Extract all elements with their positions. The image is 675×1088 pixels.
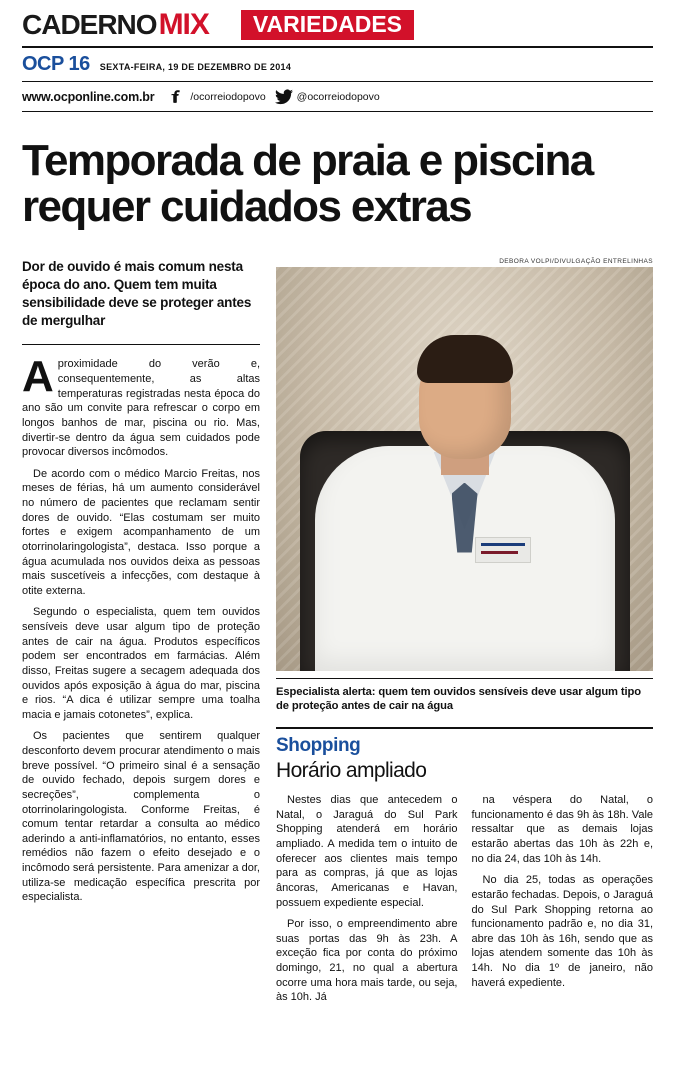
page-info-row — [22, 48, 653, 76]
dateline: SEXTA-FEIRA, 19 DE DEZEMBRO DE 2014 — [99, 62, 292, 72]
logo-caderno-text: CADERNO — [22, 9, 157, 40]
article-photo — [276, 267, 653, 671]
photo-credit: DEBORA VOLPI/DIVULGAÇÃO ENTRELINHAS — [499, 257, 653, 265]
facebook-link[interactable] — [169, 88, 265, 105]
shopping-column-2 — [472, 793, 654, 1012]
article-body — [22, 352, 260, 905]
facebook-handle: /ocorreiodopovo — [190, 90, 266, 103]
masthead — [22, 10, 653, 40]
shopping-paragraph: No dia 25, todas as operações estarão fechadas. Depois, o Jaraguá do Sul Park Shopping retorna ao funcionamento padrão e, no dia 31, abre das 10h às 16h, sendo que as lojas atendem somente das 10h às 14h. No dia 1º de janeiro, não haverá expediente. — [471, 874, 653, 989]
article-lede: Dor de ouvido é mais comum nesta época do ano. Quem tem muita sensibilidade deve se proteger antes de mergulhar — [22, 258, 252, 329]
twitter-icon — [275, 89, 293, 105]
photo-name-badge — [475, 537, 531, 563]
article-column — [22, 258, 260, 1012]
lede-divider — [22, 344, 260, 345]
page-label: OCP 16 — [22, 53, 90, 75]
social-row — [22, 82, 653, 111]
article-paragraph-text: proximidade do verão e, consequentemente, as altas temperaturas registradas nesta época do ano são um convite para refrescar o corpo em longos banhos de mar, piscina ou rio. Mas, divertir-se dentro da água sem cuidados pode provocar diversos incômodos. — [22, 358, 260, 459]
article-paragraph: De acordo com o médico Marcio Freitas, nos meses de férias, há um aumento considerável no número de pacientes que reclamam sentir dores de ouvido. “Elas costumam ser muito fortes e exigem acompanhamento de um otorrinolaringologista”, destaca. Isso porque a água acumulada nos ouvidos deixa as pessoas mais suscetíveis a infecções, com destaque à otite externa. — [22, 467, 260, 597]
divider-bottom — [22, 111, 653, 112]
shopping-divider — [276, 727, 653, 729]
shopping-columns — [276, 793, 653, 1012]
shopping-kicker: Shopping — [276, 735, 361, 757]
facebook-icon — [169, 88, 186, 105]
website-url[interactable]: www.ocponline.com.br — [22, 89, 155, 104]
twitter-handle: @ocorreiodopovo — [296, 90, 380, 103]
photo-caption: Especialista alerta: quem tem ouvidos sensíveis deve usar algum tipo de proteção antes de cair na água — [276, 678, 653, 714]
logo-mix-text: MIX — [158, 8, 209, 41]
article-paragraph — [22, 352, 260, 459]
shopping-paragraph: Nestes dias que antecedem o Natal, o Jaraguá do Sul Park Shopping atenderá em horário ampliado. A medida tem o intuito de oferecer aos clientes mais tempo para as compras, já que as lojas âncoras, Americanas e Havan, possuem expediente especial. — [276, 794, 458, 909]
shopping-column-1 — [276, 793, 458, 1012]
page-title: Temporada de praia e piscina requer cuidados extras — [22, 136, 593, 231]
publication-logo — [22, 10, 209, 40]
photo-lab-coat — [315, 446, 615, 671]
shopping-paragraph: Por isso, o empreendimento abre suas portas das 9h às 23h. A exceção fica por conta do próximo domingo, 21, no qual a abertura ocorre uma hora mais tarde, ou seja, às 10h. Já — [276, 918, 458, 1004]
section-badge: VARIEDADES — [241, 10, 414, 40]
twitter-link[interactable] — [275, 89, 380, 105]
content-area — [22, 258, 653, 1012]
media-column — [276, 258, 653, 1012]
article-paragraph: Segundo o especialista, quem tem ouvidos sensíveis deve usar algum tipo de proteção antes de cair na água. Produtos específicos podem ser encontrados em farmácias. Além disso, Freitas sugere a secagem adequada dos ouvidos após exposição à água do mar, piscina e rios. “A dica é utilizar sempre uma toalha macia e jamais cotonetes”, explica. — [22, 606, 260, 721]
shopping-subhead: Horário ampliado — [276, 759, 427, 783]
article-paragraph: Os pacientes que sentirem qualquer desconforto devem procurar atendimento o mais breve possível. “O primeiro sinal é a sensação de ouvido fechado, depois surgem dores e secreções”, complementa o otorrinolaringologista. Conforme Freitas, é comum tentar retardar a consulta ao médico aderindo a anti-inflamatórios, no entanto, esses remédios não fazem o efeito desejado e o incômodo será persistente. Para amenizar a dor, utiliza-se medicação específica prescrita por especialista. — [22, 730, 260, 904]
photo-hair — [417, 335, 513, 383]
dropcap: A — [22, 352, 54, 402]
shopping-paragraph: na véspera do Natal, o funcionamento é das 9h às 18h. Vale ressaltar que as demais lojas estarão abertas das 10h às 22h e, no dia 24, das 10h às 14h. — [471, 794, 653, 865]
